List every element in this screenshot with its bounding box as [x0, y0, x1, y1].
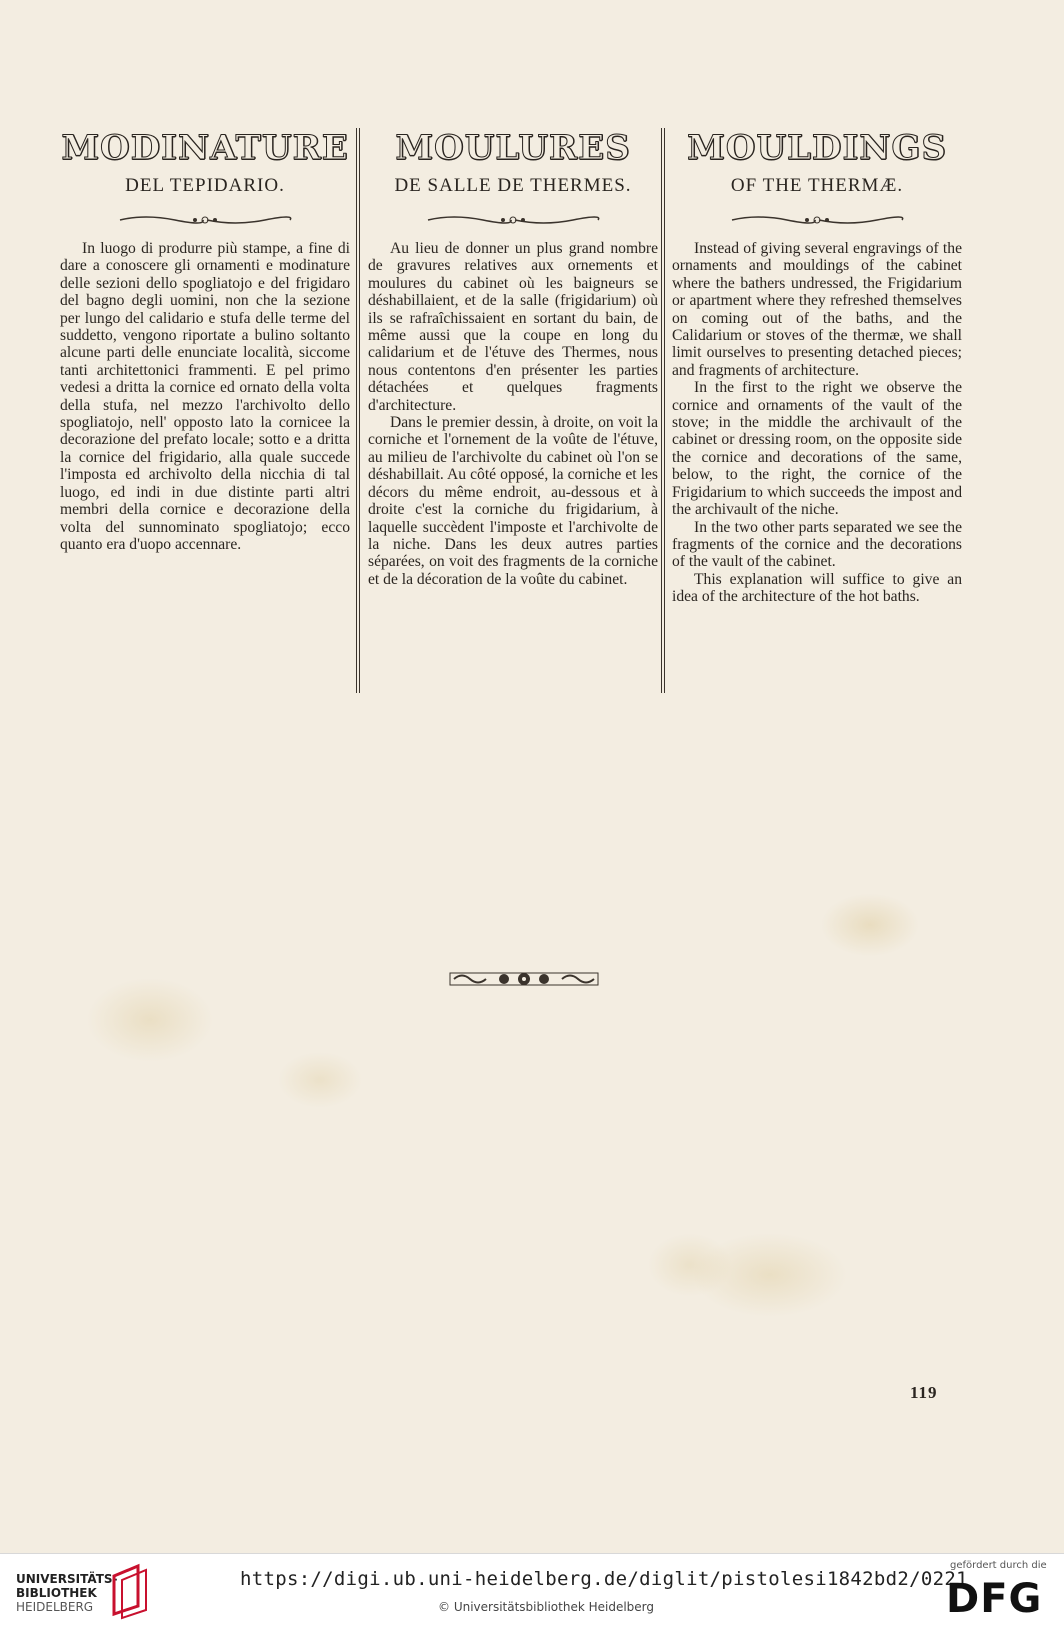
paragraph: In the two other parts separated we see the fragments of the cornice and the decorations of the vault of the cabinet.	[672, 518, 962, 571]
library-name-line: HEIDELBERG	[16, 1600, 94, 1614]
column-title: MOULDINGS	[687, 128, 947, 168]
column-divider	[356, 128, 360, 693]
column-italian	[60, 128, 350, 553]
permalink-url[interactable]: https://digi.ub.uni-heidelberg.de/diglit/pistolesi1842bd2/0221	[240, 1568, 968, 1590]
flourish-ornament-icon	[727, 214, 907, 226]
column-english	[672, 128, 962, 606]
column-subtitle: OF THE THERMÆ.	[730, 175, 904, 196]
library-logo-icon	[108, 1562, 150, 1620]
viewer-footer	[0, 1553, 1064, 1630]
column-divider	[661, 128, 665, 693]
copyright-notice: © Universitätsbibliothek Heidelberg	[438, 1600, 655, 1614]
paragraph: Instead of giving several engravings of the ornaments and mouldings of the cabinet where the bathers undressed, the Frigidarium or apartment where they refreshed themselves on coming out of the baths, and the Calidarium or stoves of the thermæ, we shall limit ourselves to presenting detached pieces; and fragments of architecture.	[672, 240, 962, 379]
flourish-ornament-icon	[115, 214, 295, 226]
flourish-ornament-icon	[423, 214, 603, 226]
column-title: MODINATURE	[61, 128, 349, 168]
paragraph: In luogo di produrre più stampe, a fine di dare a conoscere gli ornamenti e modinature delle sezioni dello spogliatojo e del frigidaro del bagno degli uomini, non che la sezione per lungo del calidario e stufa delle terme del suddetto, vengono riportate a bulino soltanto alcune parti delle enunciate località, siccome tanti architettonici frammenti. E pel primo vedesi a dritta la cornice ed ornato della volta della stufa, nel mezzo l'archivolto dello spogliatojo, nell' opposto lato la cornicee la decorazione del prefato locale; sotto e a dritta la cornice del frigidario, alla quale succede l'imposta ed archivolto della nicchia di tal luogo, ed indi in due distinte parti altri membri della cornice e decorazione della volta del sunnominato spogliatojo; ecco quanto era d'uopo accennare.	[60, 240, 350, 553]
library-name-line: BIBLIOTHEK	[16, 1586, 97, 1600]
funder-logo: DFG	[946, 1576, 1043, 1622]
column-body	[368, 240, 658, 588]
column-body	[672, 240, 962, 606]
library-name-line: UNIVERSITÄTS-	[16, 1572, 118, 1586]
decorative-rosette-band-icon	[448, 970, 600, 988]
column-body	[60, 240, 350, 553]
column-french	[368, 128, 658, 588]
column-title: MOULURES	[395, 128, 631, 168]
paragraph: This explanation will suffice to give an idea of the architecture of the hot baths.	[672, 570, 962, 606]
funding-note: gefördert durch die	[950, 1560, 1047, 1571]
column-subtitle: DEL TEPIDARIO.	[125, 175, 285, 196]
paragraph: In the first to the right we observe the cornice and ornaments of the vault of the stove; in the middle the archivault of the cabinet or dressing room, on the opposite side the cornice and decorations of the same, below, to the right, the cornice of the Frigidarium to which succeeds the impost and the archivault of the niche.	[672, 379, 962, 519]
column-subtitle: DE SALLE DE THERMES.	[394, 175, 632, 196]
paragraph: Au lieu de donner un plus grand nombre de gravures relatives aux ornements et moulures du cabinet où les baigneurs se déshabillaient, et de la salle (frigidarium) où ils se rafraîchissaient en sortant du bain, de même aussi que la coupe en long du calidarium et de l'étuve des Thermes, nous nous contentons d'en présenter les parties détachées et quelques fragments d'architecture.	[368, 240, 658, 414]
page-number: 119	[910, 1383, 938, 1402]
paragraph: Dans le premier dessin, à droite, on voit la corniche et l'ornement de la voûte de l'étuve, au milieu de l'archivolte du cabinet où l'on se déshabillait. Au côté opposé, la corniche et les décors du même endroit, au-dessous et à droite c'est la corniche du frigidarium, à laquelle succèdent l'imposte et l'archivolte de la niche. Dans les deux autres parties séparées, on voit des fragments de la corniche et de la décoration de la voûte du cabinet.	[368, 414, 658, 588]
library-name	[16, 1572, 118, 1614]
